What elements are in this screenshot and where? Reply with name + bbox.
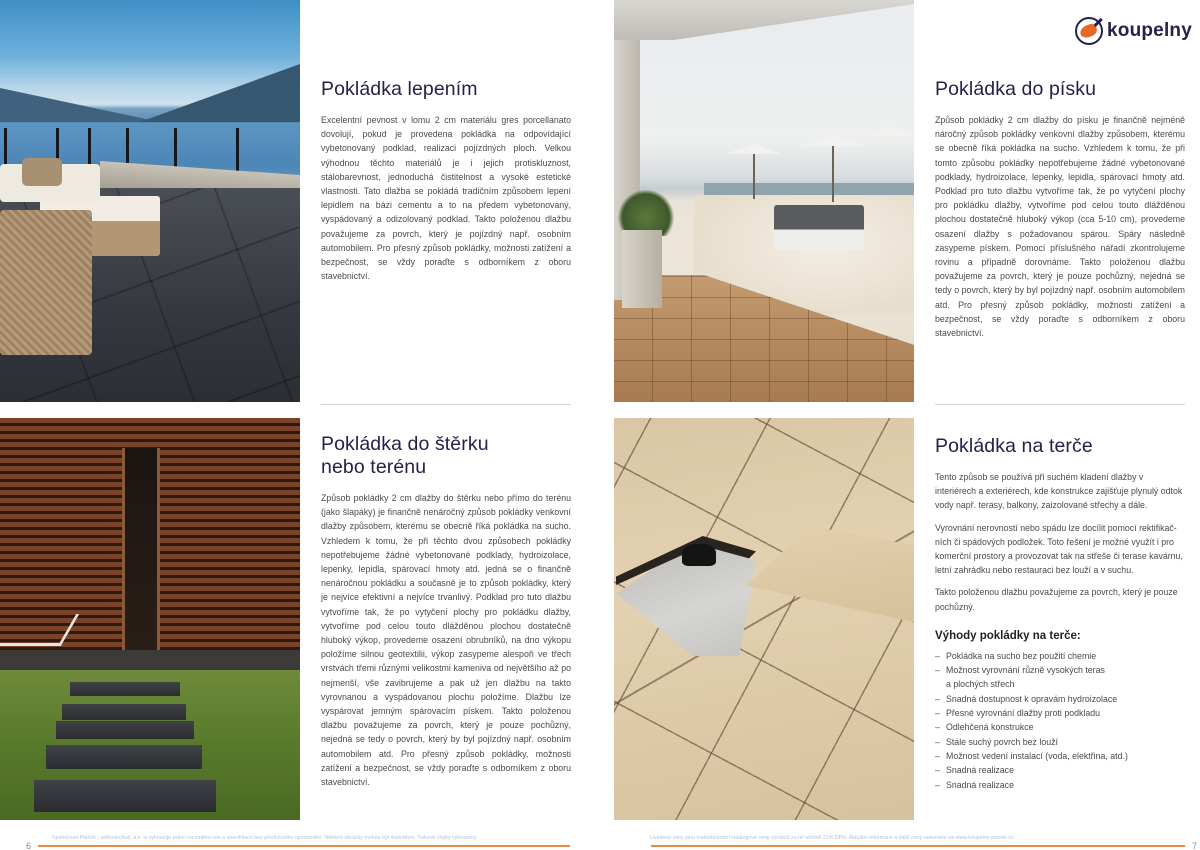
photo-pedestal-tiles	[614, 418, 914, 820]
section-body: Způsob pokládky 2 cm dlažby do písku je finančně nejméně náročný způsob pokládky venkovní dlažby způsobem, kterému se obecně říká pokládka na sucho. Vzhledem k tomu, že při tomto způsobu pokládky nepotřebujeme žádné vybetonované podklady, hydroizolace, lepenky, lepidla, spárovací hmoty atd. Podklad pro tuto dlažbu vytvoříme tak, že po vytyčení plochy pro pokládku dlažby, vytvoříme pod celou touto dlážděnou plochou dostatečně hluboký výkop (cca 5-10 cm), provedeme osazení dlažby s požadovanou spárou. Spáry následně zasypeme pískem. Pomocí příslušného nářadí zkontrolujeme rovinu a případně dorovnáme. Takto položenou dlažbu považujeme za povrch, který je pouze pochůzný, nejedná se tedy o povrch, který by byl pojízdný např. osobním automobilem atd. Pro přesný způsob pokládky, možnosti zatížení a bezpečnost, se vždy poraďte s odborníkem z oboru stavebnictví.	[935, 115, 1185, 339]
advantage-item: – Snadná realizace	[935, 763, 1185, 777]
lounge-chair	[774, 205, 864, 250]
section-paragraph: Tento způsob se používá při suchém kladení dlažby v interiérech a exteriérech, kde konstrukce zajišťuje plynulý odtok vody např. terasy, balkony, zaizolované střechy a dále.	[935, 472, 1183, 511]
section-paragraph: Takto položenou dlažbu považujeme za povrch, který je pouze pochůzný.	[935, 587, 1178, 612]
stepping-stone	[34, 780, 216, 812]
page-number: 7	[1192, 841, 1198, 850]
mountain-shape	[140, 64, 300, 122]
section-terce	[935, 435, 1185, 792]
footer-rule	[38, 845, 570, 847]
pedestal-support	[682, 544, 716, 566]
photo-terrace-lake	[0, 0, 300, 402]
advantage-item: – Odlehčená konstrukce	[935, 720, 1185, 734]
sea	[704, 183, 914, 195]
section-body: Způsob pokládky 2 cm dlažby do štěrku nebo přímo do terénu (jako šlapáky) je finančně nenáročný způsob pokládky venkovní dlažby způsobem, kterému se obecně říká pokládka na sucho. Vzhledem k tomu, že při těchto dvou způsobech pokládky nepotřebujeme žádné vybetonované podklady, hydroizolace, lepenky, lepidla, spárovací hmoty atd. jedná se o finančně nenáročnou pokládku a současně je to způsob pokládky, který je nejvíce efektivní a nejvíce trvanlivý. Podklad pro tuto dlažbu vytvoříme tak, že po vytyčení plochy pro pokládku dlažby, vytvoříme pod celou touto dlážděnou plochou dostatečně hluboký výkop, provedeme osazení obrubníků, na dno výkopu položíme silnou geotextilii, výkop zasypeme alespoň ve třech vrstvách třemi různými velikostmi kameniva od největšího až po nejmenší, vše zavibrujeme a pak už jen dlažbu na takto vyrovnanou a vyspádovanou plochu položíme. Dlažbu lze vyspárovat jemným spárovacím pískem. Takto položenou dlažbu považujeme za povrch, který je pouze pochůzný, nejedná se tedy o povrch, který by byl pojízdný např. osobním automobilem atd. Pro přesný způsob pokládky, možnosti zatížení a bezpečnost, se vždy poraďte s odborníkem z oboru stavebnictví.	[321, 493, 571, 788]
parasol	[794, 136, 872, 146]
logo-fish-icon	[1075, 17, 1103, 45]
stepping-stone	[70, 682, 180, 696]
advantage-item-continuation: a plochých střech	[946, 679, 1015, 690]
planter	[622, 230, 662, 308]
section-lepenim	[321, 78, 571, 283]
section-title: Pokládka do písku	[935, 78, 1097, 100]
lifted-tile	[746, 526, 914, 622]
advantages-title: Výhody pokládky na terče:	[935, 629, 1081, 642]
section-paragraph: Vyrovnání nerovností nebo spádu lze docílit pomocí rektifikač-ních či spádových podložek. Toto řešení je možné využít i pro komerční prostory a provozovat tak na střeše či terase kavárnu, letní zahrádku nebo restauraci bez louží a v suchu.	[935, 522, 1183, 576]
section-divider	[321, 404, 571, 405]
logo-wordmark: koupelny	[1107, 20, 1193, 41]
advantage-item: – Snadná dostupnost k opravám hydroizolace	[935, 692, 1185, 706]
parasol-pole	[753, 154, 755, 199]
mountain-shape	[0, 88, 160, 122]
section-title: Pokládka lepením	[321, 78, 478, 100]
photo-beach-terrace	[614, 0, 914, 402]
parasol	[860, 126, 914, 136]
footer-disclaimer: Společnost Ptáček - velkoobchod, a.s. si vyhrazuje právo na změnu cen a specifikace bez předchozího upozornění. Některé obrázky mohou být ilustrativní. Tiskové chyby vyhrazeny.	[52, 835, 478, 841]
advantages-list	[935, 649, 1185, 792]
advantage-item: – Možnost vedení instalací (voda, elektřina, atd.)	[935, 749, 1185, 763]
advantage-item: – Stále suchý povrch bez louží	[935, 735, 1185, 749]
advantage-item: – Pokládka na sucho bez použití chemie	[935, 649, 1185, 663]
section-pisek	[935, 78, 1185, 340]
advantage-item: – Přesné vyrovnání dlažby proti podkladu	[935, 706, 1185, 720]
parasol	[719, 144, 789, 154]
section-sterk	[321, 433, 571, 789]
advantage-item: – Možnost vyrovnání různě vysokých teras	[935, 663, 1185, 677]
pillow	[22, 158, 62, 186]
section-body: Excelentní pevnost v lomu 2 cm materiálu gres porcellanato dovolují, pokud je provedena pokládka na odpovídající vybetonovaný podklad, realizaci pojízdných ploch. Velkou výhodnou těchto materiálů je i jejich protiskluznost, stálobarevnost, jednoduchá čistitelnost a vysoké estetické vlastnosti. Tato dlažba se pokládá tradičním způsobem lepení lepidlem na bázi cementu a to na předem vybetonovaný, vyspádovaný a odizolovaný podklad. Takto položenou dlažbu považujeme za povrch, který je pojízdný např. osobním automobilem. Pro přesný způsob pokládky, možnosti zatížení a bezpečnost, se vždy poraďte s odborníkem z oboru stavebnictví.	[321, 115, 571, 282]
koupelny-logo	[1075, 17, 1192, 45]
doorway	[122, 448, 160, 652]
footer-price-note: Uvedené ceny jsou maloobchodní katalogové ceny výrobců za m² včetně 21% DPH. Aktuální informace a další ceny naleznete na www.koupelny-ptacek.cz	[650, 835, 1014, 841]
advantage-item: – Snadná realizace	[935, 778, 1185, 792]
section-divider	[935, 404, 1185, 405]
stepping-stone	[56, 721, 194, 739]
section-title-line1: Pokládka do štěrku	[321, 433, 489, 455]
pergola-roof	[614, 0, 914, 40]
section-title	[321, 433, 571, 479]
photo-wood-facade	[0, 418, 300, 820]
page-number: 6	[26, 841, 32, 850]
parasol-pole	[832, 146, 834, 202]
stepping-stone	[62, 704, 186, 720]
section-title: Pokládka na terče	[935, 435, 1093, 457]
stepping-stone	[46, 745, 202, 769]
rattan-sofa	[0, 210, 92, 355]
stone-path	[0, 650, 300, 670]
footer-rule	[651, 845, 1185, 847]
section-title-line2: nebo terénu	[321, 456, 427, 478]
